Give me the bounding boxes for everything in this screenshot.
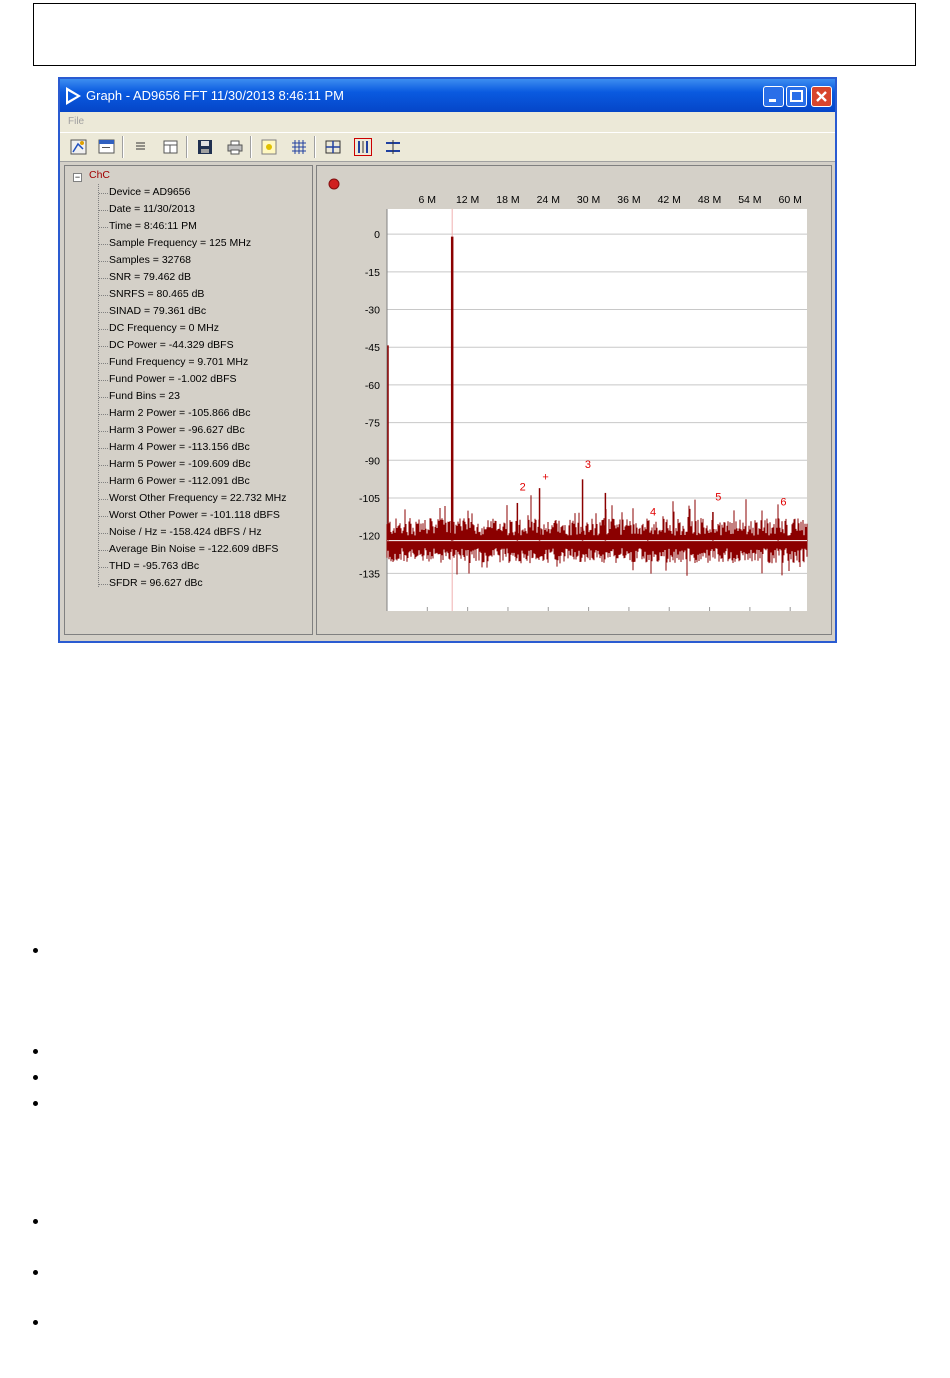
y-tick-label: 0 bbox=[374, 229, 380, 242]
x-tick-label: 30 M bbox=[576, 194, 601, 206]
tree-item[interactable]: Harm 3 Power = -96.627 dBc bbox=[109, 424, 245, 436]
tree-item[interactable]: Harm 6 Power = -112.091 dBc bbox=[109, 475, 250, 487]
grid-icon bbox=[290, 138, 308, 156]
zoom-y-button[interactable] bbox=[384, 138, 402, 156]
y-tick-label: -15 bbox=[364, 266, 380, 279]
grid-button[interactable] bbox=[290, 138, 308, 156]
tree-item[interactable]: Harm 2 Power = -105.866 dBc bbox=[109, 407, 251, 419]
save-icon bbox=[196, 138, 214, 156]
toolbar-separator bbox=[186, 136, 188, 158]
status-indicator-icon bbox=[329, 179, 339, 189]
y-tick-label: -135 bbox=[358, 568, 380, 581]
zoom-all-icon bbox=[324, 138, 342, 156]
y-tick-label: -90 bbox=[364, 455, 380, 468]
app-play-icon bbox=[66, 87, 81, 105]
x-tick-label: 48 M bbox=[697, 194, 722, 206]
window-properties-button[interactable] bbox=[98, 138, 116, 156]
fft-graph-panel[interactable] bbox=[316, 165, 832, 635]
list-bullet bbox=[33, 1075, 38, 1080]
tree-item[interactable]: SFDR = 96.627 dBc bbox=[109, 577, 203, 589]
y-tick-label: -105 bbox=[358, 492, 380, 505]
tree-item[interactable]: Worst Other Frequency = 22.732 MHz bbox=[109, 492, 287, 504]
tree-item[interactable]: THD = -95.763 dBc bbox=[109, 560, 200, 572]
tree-item[interactable]: Harm 4 Power = -113.156 dBc bbox=[109, 441, 250, 453]
x-tick-label: 12 M bbox=[455, 194, 480, 206]
graph-window bbox=[58, 77, 837, 643]
zoom-x-icon bbox=[355, 139, 371, 155]
tree-item[interactable]: Date = 11/30/2013 bbox=[109, 203, 195, 215]
tree-item[interactable]: Fund Frequency = 9.701 MHz bbox=[109, 356, 249, 368]
zoom-y-icon bbox=[384, 138, 402, 156]
tree-item[interactable]: Worst Other Power = -101.118 dBFS bbox=[109, 509, 280, 521]
zoom-all-button[interactable] bbox=[324, 138, 342, 156]
x-tick-label: 36 M bbox=[617, 194, 641, 206]
maximize-icon bbox=[787, 87, 806, 106]
x-tick-label: 18 M bbox=[496, 194, 520, 206]
title-bar[interactable] bbox=[60, 79, 835, 112]
y-tick-label: -30 bbox=[364, 304, 380, 317]
fft-chart[interactable] bbox=[317, 166, 831, 634]
harmonic-label: 6 bbox=[780, 496, 787, 509]
chart-properties-button[interactable] bbox=[70, 138, 88, 156]
harmonic-label: 2 bbox=[519, 481, 526, 494]
minimize-icon bbox=[764, 87, 783, 106]
collapse-icon[interactable]: − bbox=[74, 172, 81, 182]
y-tick-label: -120 bbox=[358, 530, 380, 543]
window-icon bbox=[98, 138, 116, 156]
layout-button[interactable] bbox=[162, 138, 180, 156]
harmonic-label: 5 bbox=[715, 491, 722, 504]
x-tick-label: 6 M bbox=[418, 194, 437, 206]
x-tick-label: 54 M bbox=[738, 194, 762, 206]
tree-item[interactable]: Fund Bins = 23 bbox=[109, 390, 180, 402]
x-tick-label: 42 M bbox=[657, 194, 681, 206]
toolbar-separator bbox=[122, 136, 124, 158]
maximize-button[interactable] bbox=[786, 86, 807, 107]
harmonic-label: 4 bbox=[650, 506, 657, 519]
tree-item[interactable]: Harm 5 Power = -109.609 dBc bbox=[109, 458, 251, 470]
toolbar bbox=[60, 132, 835, 162]
print-icon bbox=[226, 138, 244, 156]
list-bullet bbox=[33, 1320, 38, 1325]
toolbar-separator bbox=[314, 136, 316, 158]
list-bullet bbox=[33, 948, 38, 953]
harmonic-label: 3 bbox=[584, 458, 591, 471]
list-bullet bbox=[33, 1219, 38, 1224]
marker-icon bbox=[260, 138, 278, 156]
x-tick-label: 24 M bbox=[536, 194, 560, 206]
list-bullet bbox=[33, 1270, 38, 1275]
tree-item[interactable]: Sample Frequency = 125 MHz bbox=[109, 237, 252, 249]
tree-item[interactable]: Time = 8:46:11 PM bbox=[109, 220, 197, 232]
window-title: Graph - AD9656 FFT 11/30/2013 8:46:11 PM bbox=[86, 88, 344, 103]
save-button[interactable] bbox=[196, 138, 214, 156]
marker-button[interactable] bbox=[260, 138, 278, 156]
minimize-button[interactable] bbox=[763, 86, 784, 107]
layout-icon bbox=[162, 138, 180, 156]
tree-item[interactable]: Device = AD9656 bbox=[109, 186, 191, 198]
tree-item[interactable]: DC Power = -44.329 dBFS bbox=[109, 339, 234, 351]
tree-item[interactable]: SNRFS = 80.465 dB bbox=[109, 288, 205, 300]
close-button[interactable] bbox=[811, 86, 832, 107]
tree-item[interactable]: Samples = 32768 bbox=[109, 254, 192, 266]
y-tick-label: -75 bbox=[364, 417, 380, 430]
list-bullet bbox=[33, 1101, 38, 1106]
y-tick-label: -45 bbox=[364, 342, 380, 355]
harmonic-label: + bbox=[542, 471, 549, 484]
list-icon bbox=[132, 138, 150, 156]
tree-item[interactable]: Noise / Hz = -158.424 dBFS / Hz bbox=[109, 526, 262, 538]
header-box bbox=[33, 3, 916, 66]
y-tick-label: -60 bbox=[364, 379, 380, 392]
list-bullet bbox=[33, 1049, 38, 1054]
toolbar-separator bbox=[250, 136, 252, 158]
x-tick-label: 60 M bbox=[778, 194, 802, 206]
print-button[interactable] bbox=[226, 138, 244, 156]
menu-bar bbox=[60, 112, 835, 132]
chart-settings-icon bbox=[70, 138, 88, 156]
tree-item[interactable]: Average Bin Noise = -122.609 dBFS bbox=[109, 543, 279, 555]
tree-item[interactable]: Fund Power = -1.002 dBFS bbox=[109, 373, 237, 385]
tree-root-channel[interactable]: ChC bbox=[89, 169, 111, 181]
tree-item[interactable]: SNR = 79.462 dB bbox=[109, 271, 192, 283]
tree-item[interactable]: DC Frequency = 0 MHz bbox=[109, 322, 219, 334]
menu-file[interactable]: File bbox=[68, 116, 85, 127]
close-icon bbox=[812, 87, 831, 106]
tree-item[interactable]: SINAD = 79.361 dBc bbox=[109, 305, 207, 317]
zoom-x-button[interactable] bbox=[354, 138, 372, 156]
results-tree bbox=[64, 165, 313, 635]
list-view-button[interactable] bbox=[132, 138, 150, 156]
